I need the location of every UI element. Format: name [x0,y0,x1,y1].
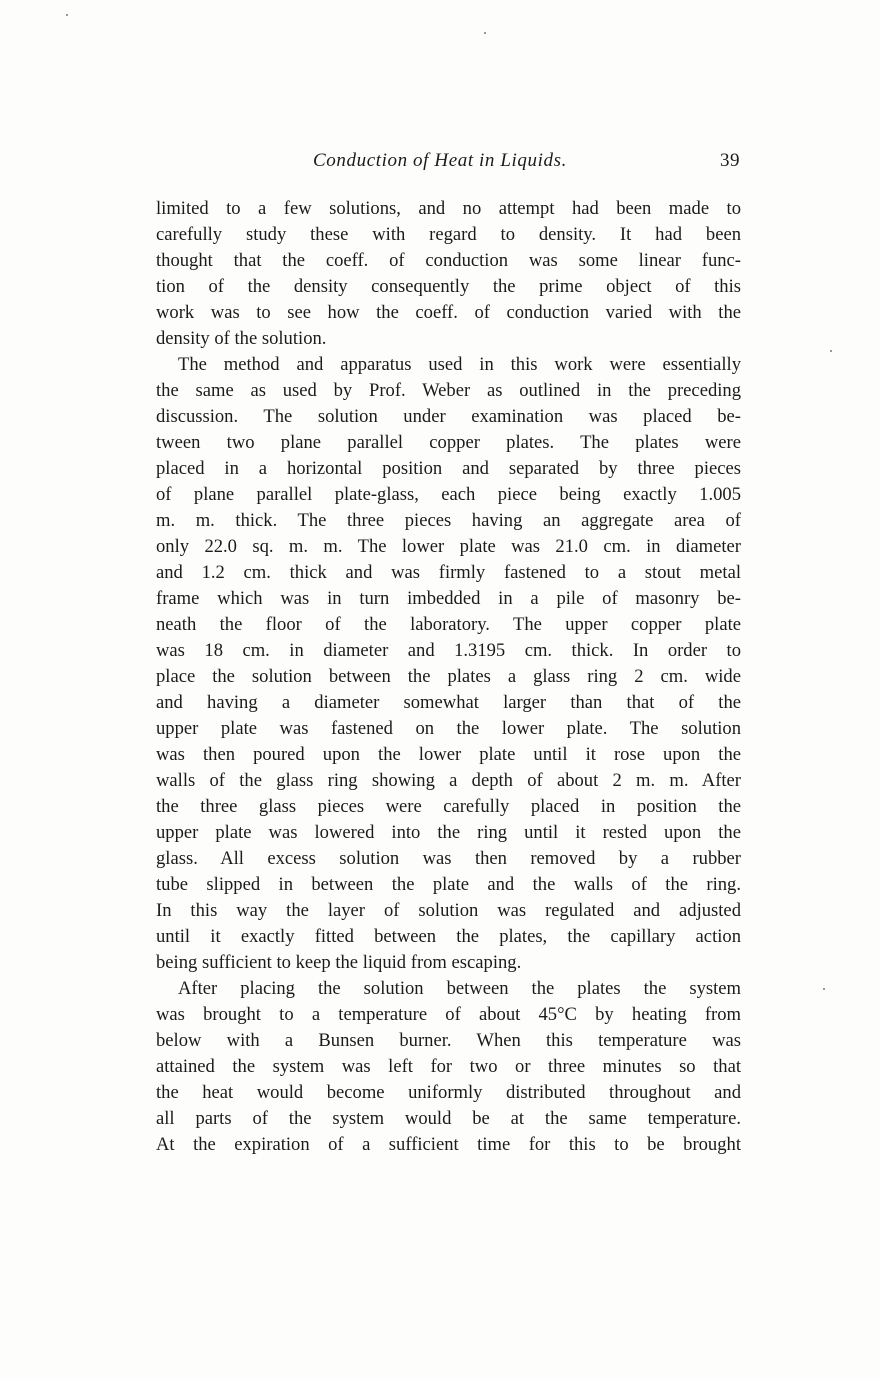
page-number: 39 [720,150,740,171]
text-line: was 18 cm. in diameter and 1.3195 cm. thick. In order to [156,640,741,661]
text-line: density of the solution. [156,328,327,349]
paper-speck [484,32,486,34]
text-line: The method and apparatus used in this work were essentially [178,354,741,375]
paper-speck [66,14,68,16]
paper-speck [823,988,825,990]
paper-speck [830,350,832,352]
text-line: the heat would become uniformly distributed throughout and [156,1082,741,1103]
text-line: attained the system was left for two or three minutes so that [156,1056,741,1077]
text-line: At the expiration of a sufficient time for this to be brought [156,1134,741,1155]
text-line: the three glass pieces were carefully placed in position the [156,796,741,817]
text-line: only 22.0 sq. m. m. The lower plate was 21.0 cm. in diameter [156,536,741,557]
text-line: upper plate was fastened on the lower plate. The solution [156,718,741,739]
text-line: discussion. The solution under examination was placed be- [156,406,741,427]
text-line: In this way the layer of solution was regulated and adjusted [156,900,741,921]
text-line: until it exactly fitted between the plates, the capillary action [156,926,741,947]
text-line: of plane parallel plate-glass, each piece being exactly 1.005 [156,484,741,505]
text-line: thought that the coeff. of conduction was some linear func- [156,250,741,271]
text-line: carefully study these with regard to density. It had been [156,224,741,245]
running-title: Conduction of Heat in Liquids. [313,150,567,171]
text-line: tube slipped in between the plate and the walls of the ring. [156,874,741,895]
text-line: neath the floor of the laboratory. The upper copper plate [156,614,741,635]
text-line: work was to see how the coeff. of conduction varied with the [156,302,741,323]
running-head [155,150,745,176]
text-line: the same as used by Prof. Weber as outlined in the preceding [156,380,741,401]
text-line: was brought to a temperature of about 45°C by heating from [156,1004,741,1025]
text-line: below with a Bunsen burner. When this temperature was [156,1030,741,1051]
text-line: glass. All excess solution was then removed by a rubber [156,848,741,869]
text-line: After placing the solution between the plates the system [178,978,741,999]
text-line: m. m. thick. The three pieces having an aggregate area of [156,510,741,531]
text-line: limited to a few solutions, and no attempt had been made to [156,198,741,219]
text-line: upper plate was lowered into the ring until it rested upon the [156,822,741,843]
text-line: and having a diameter somewhat larger than that of the [156,692,741,713]
text-line: placed in a horizontal position and separated by three pieces [156,458,741,479]
text-line: and 1.2 cm. thick and was firmly fastened to a stout metal [156,562,741,583]
text-line: being sufficient to keep the liquid from escaping. [156,952,522,973]
text-line: tween two plane parallel copper plates. The plates were [156,432,741,453]
body-text [156,196,741,1158]
text-line: all parts of the system would be at the same temperature. [156,1108,741,1129]
text-line: frame which was in turn imbedded in a pile of masonry be- [156,588,741,609]
text-line: tion of the density consequently the prime object of this [156,276,741,297]
text-line: walls of the glass ring showing a depth of about 2 m. m. After [156,770,741,791]
text-line: was then poured upon the lower plate until it rose upon the [156,744,741,765]
text-line: place the solution between the plates a glass ring 2 cm. wide [156,666,741,687]
